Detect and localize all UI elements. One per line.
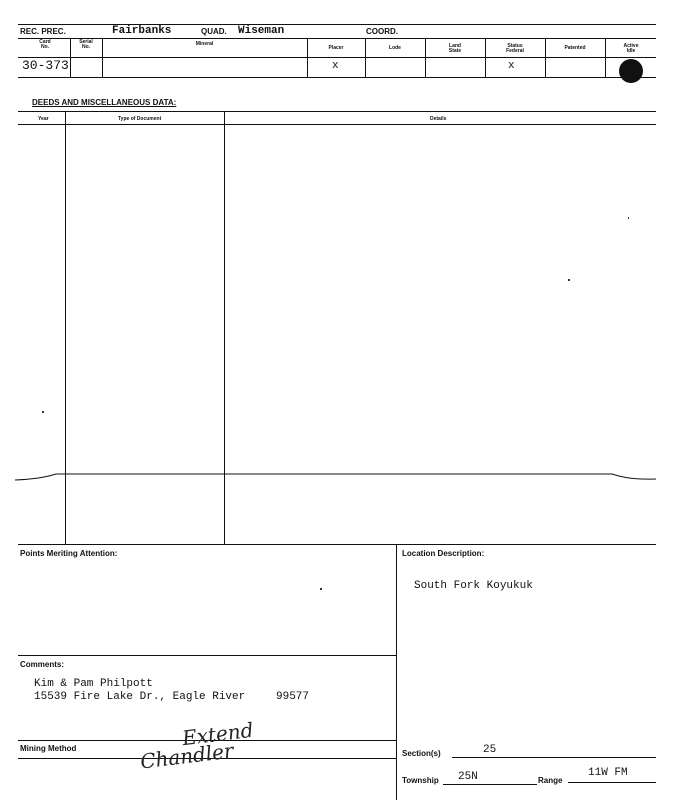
- comments-line-1: Kim & Pam Philpott: [34, 678, 153, 690]
- township-value: 25N: [458, 771, 478, 783]
- deeds-header-bottom-rule: [18, 124, 656, 125]
- mining-method-label: Mining Method: [20, 744, 77, 753]
- paper-speck: [568, 279, 570, 281]
- handwritten-word-1: Extend: [180, 717, 255, 751]
- township-label: Township: [402, 776, 439, 785]
- paper-speck: [628, 217, 629, 219]
- township-fill-line: [443, 784, 537, 785]
- range-fill-line: [568, 782, 656, 783]
- claim-col-divider-3: [307, 38, 308, 77]
- section-label: Section(s): [402, 749, 441, 758]
- col-patented-header: Patented: [564, 45, 586, 51]
- comments-line-2: 15539 Fire Lake Dr., Eagle River: [34, 691, 246, 703]
- col-active-idle-header: Active Idle: [623, 43, 639, 54]
- range-value: 11W FM: [588, 767, 628, 779]
- col-status-federal-header: Status Federal: [506, 43, 524, 54]
- section-fill-line: [452, 757, 656, 758]
- col-serial-no-header: Serial No.: [79, 39, 93, 50]
- claim-col-divider-2: [102, 38, 103, 77]
- comments-top-rule: [18, 655, 396, 656]
- claim-col-divider-4: [365, 38, 366, 77]
- claim-col-divider-8: [605, 38, 606, 77]
- claim-table-bottom-rule: [18, 77, 656, 78]
- claim-table-top-rule: [18, 38, 656, 39]
- quad-value: Wiseman: [238, 25, 285, 37]
- claim-col-divider-6: [485, 38, 486, 77]
- card-no-value: 30-373: [22, 58, 69, 73]
- col-land-state-header: Land State: [448, 43, 462, 54]
- deeds-details-header: Details: [430, 116, 447, 122]
- lower-section-top-rule: [18, 544, 656, 545]
- status-federal-mark: x: [508, 60, 515, 72]
- paper-speck: [320, 588, 322, 590]
- claim-col-divider-7: [545, 38, 546, 77]
- deeds-year-header: Year: [38, 116, 49, 122]
- deeds-section-title: DEEDS AND MISCELLANEOUS DATA:: [32, 98, 177, 107]
- active-idle-filled-dot: [619, 59, 643, 83]
- lower-section-divider: [396, 544, 397, 800]
- quad-label: QUAD.: [201, 27, 227, 36]
- claim-col-divider-1: [70, 38, 71, 77]
- col-mineral-header: Mineral: [195, 41, 214, 47]
- deeds-header-top-rule: [18, 111, 656, 112]
- claim-table-mid-rule: [18, 57, 656, 58]
- col-placer-header: Placer: [328, 45, 344, 51]
- handwritten-word-2: Chandler: [138, 738, 235, 774]
- rec-prec-value: Fairbanks: [112, 25, 172, 37]
- range-label: Range: [538, 776, 563, 785]
- rec-prec-label: REC. PREC.: [20, 27, 66, 36]
- coord-label: COORD.: [366, 27, 398, 36]
- paper-speck: [42, 411, 44, 413]
- points-meriting-label: Points Meriting Attention:: [20, 549, 118, 558]
- section-value: 25: [483, 744, 497, 756]
- location-description-value: South Fork Koyukuk: [414, 580, 533, 592]
- location-description-label: Location Description:: [402, 549, 485, 558]
- col-card-no-header: Card No.: [39, 39, 51, 50]
- comments-zip: 99577: [276, 691, 310, 703]
- deeds-type-header: Type of Document: [118, 116, 162, 122]
- comments-label: Comments:: [20, 660, 65, 669]
- col-lode-header: Lode: [389, 45, 401, 51]
- claim-col-divider-5: [425, 38, 426, 77]
- placer-mark: x: [332, 60, 339, 72]
- fold-crease-line: [0, 466, 678, 496]
